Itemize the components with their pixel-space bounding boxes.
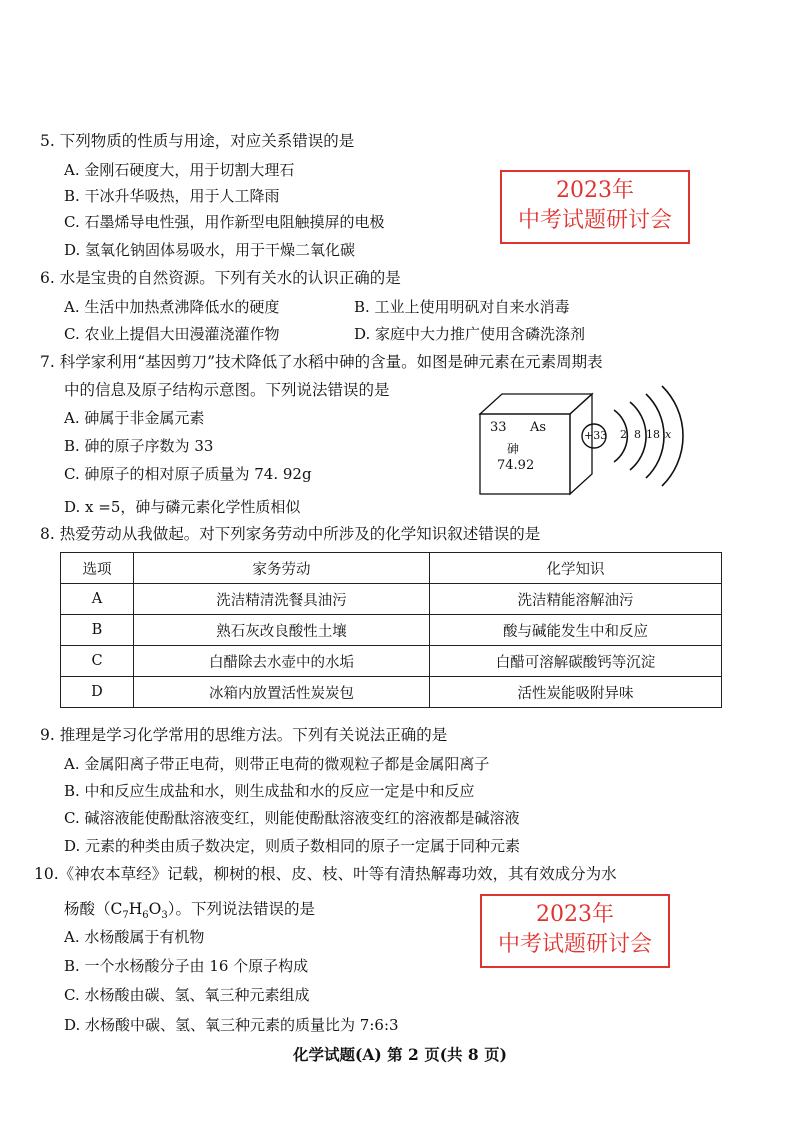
table-row: [61, 584, 722, 615]
table-row: [61, 615, 722, 646]
q7-option-b: B. 砷的原子序数为 33: [64, 437, 214, 455]
q6-option-a: A. 生活中加热煮沸降低水的硬度: [64, 298, 280, 316]
element-atomic-number: 33: [490, 420, 507, 435]
q10-option-b: B. 一个水杨酸分子由 16 个原子构成: [64, 957, 309, 975]
q10-stem-line2: 杨酸$(C_7H_6O_3)$。下列说法错误的是: [64, 900, 316, 922]
q10-option-a: A. 水杨酸属于有机物: [64, 928, 205, 946]
table-cell: 酸与碱能发生中和反应: [430, 615, 722, 646]
q5-option-d: D. 氢氧化钠固体易吸水，用于干燥二氧化碳: [64, 241, 356, 259]
table-cell: C: [61, 646, 134, 677]
shell-electrons-4: x: [665, 428, 672, 441]
table-cell: 熟石灰改良酸性土壤: [134, 615, 430, 646]
table-cell: A: [61, 584, 134, 615]
q10-option-c: C. 水杨酸由碳、氢、氧三种元素组成: [64, 986, 310, 1004]
table-row: [61, 646, 722, 677]
q9-stem: 9. 推理是学习化学常用的思维方法。下列有关说法正确的是: [40, 726, 448, 744]
table-header-row: [61, 553, 722, 584]
table-cell: 白醋可溶解碳酸钙等沉淀: [430, 646, 722, 677]
table-cell: 冰箱内放置活性炭炭包: [134, 677, 430, 708]
table-cell: 洗洁精清洗餐具油污: [134, 584, 430, 615]
q7-option-c: C. 砷原子的相对原子质量为 74. 92g: [64, 465, 312, 483]
element-name: 砷: [507, 442, 520, 456]
q5-option-a: A. 金刚石硬度大，用于切割大理石: [64, 161, 295, 179]
element-symbol: As: [530, 420, 547, 435]
q9-option-a: A. 金属阳离子带正电荷，则带正电荷的微观粒子都是金属阳离子: [64, 755, 490, 773]
shell-electrons-3: 18: [646, 428, 660, 441]
q6-option-b: B. 工业上使用明矾对自来水消毒: [354, 298, 570, 316]
stamp-year: 2023年: [556, 178, 634, 203]
table-header-knowledge: 化学知识: [430, 553, 722, 584]
watermark-stamp-2: [480, 894, 670, 968]
q5-stem: 5. 下列物质的性质与用途，对应关系错误的是: [40, 132, 355, 150]
table-row: [61, 677, 722, 708]
q10-stem-line1: 10.《神农本草经》记载，柳树的根、皮、枝、叶等有清热解毒功效，其有效成分为水: [34, 865, 617, 883]
q6-stem: 6. 水是宝贵的自然资源。下列有关水的认识正确的是: [40, 269, 401, 287]
shell-electrons-1: 2: [620, 428, 627, 441]
table-cell: 白醋除去水壶中的水垢: [134, 646, 430, 677]
q7-option-d: D. x =5，砷与磷元素化学性质相似: [64, 498, 301, 516]
q9-option-c: C. 碱溶液能使酚酞溶液变红，则能使酚酞溶液变红的溶液都是碱溶液: [64, 809, 520, 827]
q7-option-a: A. 砷属于非金属元素: [64, 409, 205, 427]
element-mass: 74.92: [497, 458, 535, 473]
table-header-chores: 家务劳动: [134, 553, 430, 584]
q9-option-b: B. 中和反应生成盐和水，则生成盐和水的反应一定是中和反应: [64, 782, 475, 800]
table-cell: 活性炭能吸附异味: [430, 677, 722, 708]
q7-stem-line1: 7. 科学家利用“基因剪刀”技术降低了水稻中砷的含量。如图是砷元素在元素周期表: [40, 353, 603, 371]
nucleus-charge: +33: [584, 429, 608, 442]
q6-option-d: D. 家庭中大力推广使用含磷洗涤剂: [354, 325, 586, 343]
q6-option-c: C. 农业上提倡大田漫灌浇灌作物: [64, 325, 280, 343]
stamp-text: 中考试题研讨会: [497, 932, 652, 957]
q8-stem: 8. 热爱劳动从我做起。对下列家务劳动中所涉及的化学知识叙述错误的是: [40, 525, 541, 543]
q8-table: [60, 552, 722, 708]
stamp-year: 2023年: [536, 902, 614, 927]
q10-option-d: D. 水杨酸中碳、氢、氧三种元素的质量比为 7:6:3: [64, 1016, 399, 1034]
q9-option-d: D. 元素的种类由质子数决定，则质子数相同的原子一定属于同种元素: [64, 837, 521, 855]
watermark-stamp: [500, 170, 690, 244]
stamp-text: 中考试题研讨会: [517, 208, 672, 233]
table-cell: B: [61, 615, 134, 646]
q7-stem-line2: 中的信息及原子结构示意图。下列说法错误的是: [64, 381, 390, 399]
shell-electrons-2: 8: [634, 428, 641, 441]
table-cell: 洗洁精能溶解油污: [430, 584, 722, 615]
q5-option-c: C. 石墨烯导电性强，用作新型电阻触摸屏的电极: [64, 213, 385, 231]
table-cell: D: [61, 677, 134, 708]
table-header-option: 选项: [61, 553, 134, 584]
q5-option-b: B. 干冰升华吸热，用于人工降雨: [64, 187, 280, 205]
page-footer: 化学试题(A) 第 2 页(共 8 页): [293, 1045, 507, 1064]
